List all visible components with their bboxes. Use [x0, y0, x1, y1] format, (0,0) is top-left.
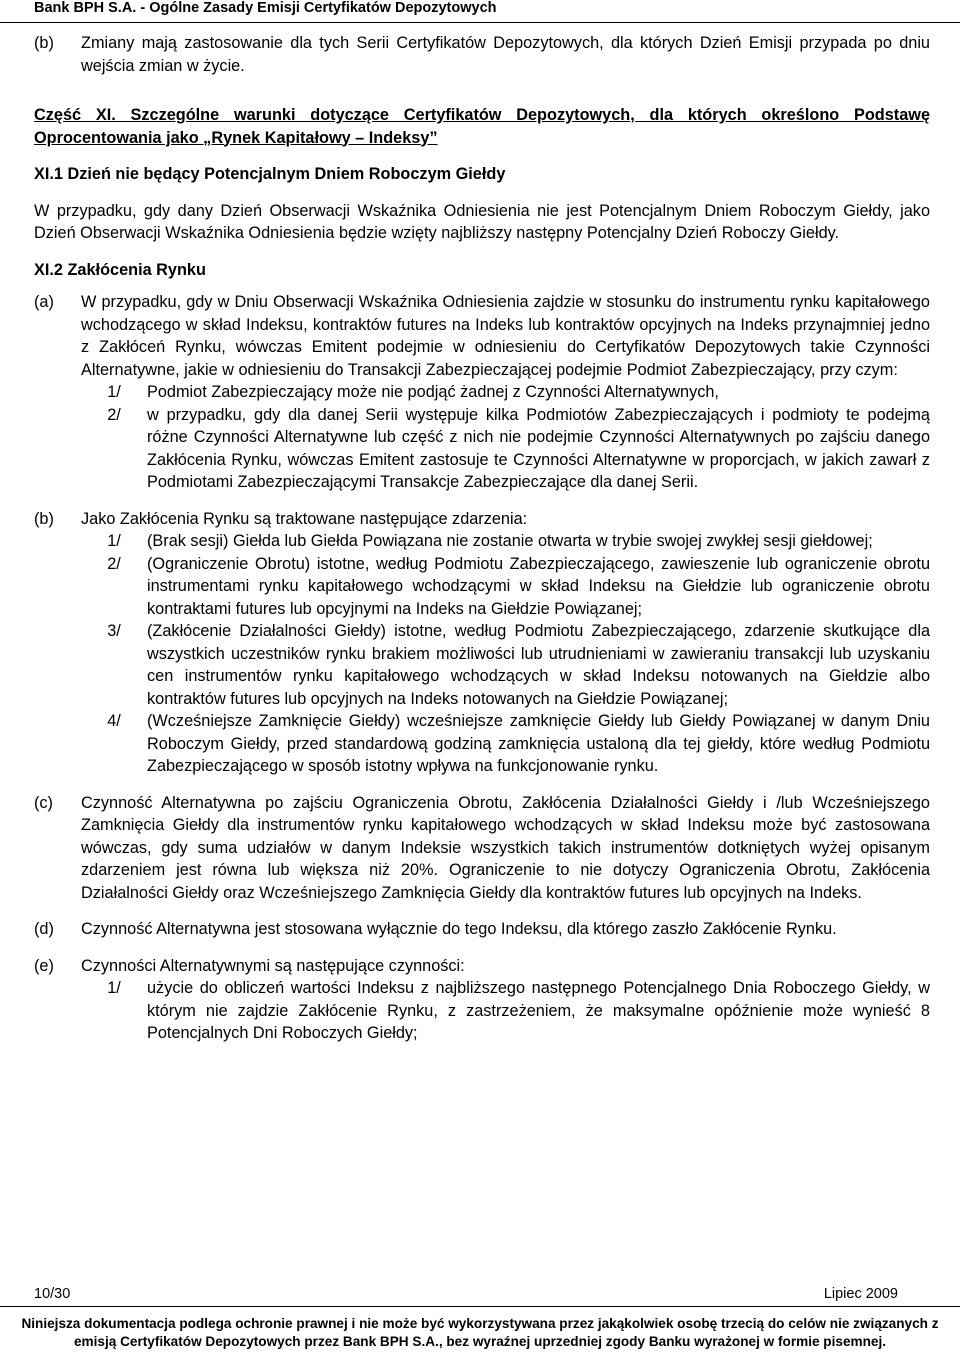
item-label: (a) [34, 293, 54, 311]
item-label: (b) [34, 34, 54, 52]
sub-label: 1/ [107, 383, 121, 401]
item-text: Czynności Alternatywnymi są następujące czynności: [81, 956, 465, 975]
sub-text: Podmiot Zabezpieczający może nie podjąć żadnej z Czynności Alternatywnych, [147, 383, 719, 401]
sub-item [81, 530, 930, 553]
sub-item [81, 710, 930, 778]
page-number: 10/30 [34, 1286, 71, 1302]
footer-disclaimer [0, 1315, 960, 1351]
item-b-top [34, 32, 930, 77]
part-title: Część XI. Szczególne warunki dotyczące Certyfikatów Depozytowych, dla których określono Podstawę Oprocentowania jako „Rynek Kapitałowy – Indeksy” [34, 106, 930, 147]
sub-label: 3/ [107, 622, 121, 640]
sub-item [81, 381, 930, 404]
sub-label: 4/ [107, 712, 121, 730]
sub-text: (Brak sesji) Giełda lub Giełda Powiązana nie zostanie otwarta w trybie swojej zwykłej sesji giełdowej; [147, 532, 873, 550]
sub-item [81, 404, 930, 494]
item-text: Jako Zakłócenia Rynku są traktowane następujące zdarzenia: [81, 509, 528, 528]
sub-text: użycie do obliczeń wartości Indeksu z najbliższego następnego Potencjalnego Dnia Roboczego Giełdy, w którym nie zajdzie Zakłócenie Rynku, z zastrzeżeniem, że maksymalne opóźnienie może wynieść 8 Potencjalnych Dni Roboczych Giełdy; [147, 979, 930, 1042]
footer-divider [0, 1306, 960, 1307]
sub-label: 2/ [107, 554, 121, 573]
item-e [34, 955, 930, 1045]
item-text: W przypadku, gdy w Dniu Obserwacji Wskaźnika Odniesienia zajdzie w stosunku do instrumentu rynku kapitałowego wchodzącego w skład Indeksu, kontraktów futures na Indeks lub kontraktów opcyjnych na Indeks przynajmniej jedno z Zakłóceń Rynku, wówczas Emitent podejmie w odniesieniu do Certyfikatów Depozytowych takie Czynności Alternatywne, jakie w odniesieniu do Transakcji Zabezpieczającej podejmie Podmiot Zabezpieczający, przy czym: [81, 293, 930, 379]
section-xi1-title: XI.1 Dzień nie będący Potencjalnym Dniem Roboczym Giełdy [34, 165, 506, 183]
section-xi2-title: XI.2 Zakłócenia Rynku [34, 260, 206, 279]
disclaimer-line-2: emisją Certyfikatów Depozytowych przez Bank BPH S.A., bez wyraźnej uprzedniej zgody Banku wyrażonej w formie pisemnej. [73, 1334, 887, 1349]
document-body [34, 32, 930, 1045]
item-label: (d) [34, 920, 54, 938]
item-a [34, 291, 930, 494]
disclaimer-line-1: Niniejsza dokumentacja podlega ochronie prawnej i nie może być wykorzystywana przez jakąkolwiek osobę trzecią do celów nie związanych z [21, 1316, 939, 1331]
sub-label: 2/ [107, 405, 121, 424]
item-d [34, 918, 930, 941]
sub-text: w przypadku, gdy dla danej Serii występuje kilka Podmiotów Zabezpieczających i podmioty te podejmą różne Czynności Alternatywne lub część z nich nie podejmie Czynności Alternatywnych po zajściu danego Zakłócenia Rynku, wówczas Emitent zastosuje te Czynności Alternatywne w proporcjach, w jakich zawarł z Podmiotami Zabezpieczającymi Transakcje Zabezpieczające dla danej Serii. [147, 405, 930, 491]
item-label: (c) [34, 793, 53, 812]
item-text: Czynność Alternatywna jest stosowana wyłącznie do tego Indeksu, dla którego zaszło Zakłócenie Rynku. [81, 920, 837, 938]
sub-label: 1/ [107, 532, 121, 550]
item-b [34, 508, 930, 778]
header-title: Bank BPH S.A. - Ogólne Zasady Emisji Certyfikatów Depozytowych [34, 0, 497, 16]
item-text: Zmiany mają zastosowanie dla tych Serii Certyfikatów Depozytowych, dla których Dzień Emisji przypada po dniu wejścia zmian w życie. [81, 34, 930, 75]
sub-item [81, 620, 930, 710]
sub-text: (Wcześniejsze Zamknięcie Giełdy) wcześniejsze zamknięcie Giełdy lub Giełdy Powiązanej w danym Dniu Roboczym Giełdy, przed standardową godziną zamknięcia ustaloną dla tej giełdy, które według Podmiotu Zabezpieczającego w sposób istotny wpływa na funkcjonowanie rynku. [147, 712, 930, 775]
sub-item [81, 977, 930, 1045]
page-header [0, 0, 960, 23]
item-c [34, 792, 930, 905]
sub-item [81, 553, 930, 621]
sub-text: (Zakłócenie Działalności Giełdy) istotne, według Podmiotu Zabezpieczającego, zdarzenie skutkujące dla wszystkich uczestników rynku brakiem możliwości lub utrudnieniami w zawieraniu transakcji lub uzyskaniu cen instrumentów rynku kapitałowego wchodzących w skład Indeksu notowanych na Giełdzie albo kontraktów futures lub opcyjnych na Indeks notowanych na Giełdzie Powiązanej; [147, 622, 930, 708]
footer-date: Lipiec 2009 [823, 1286, 898, 1302]
item-label: (b) [34, 509, 54, 528]
item-label: (e) [34, 956, 54, 975]
section-xi1-text: W przypadku, gdy dany Dzień Obserwacji Wskaźnika Odniesienia nie jest Potencjalnym Dniem Roboczym Giełdy, jako Dzień Obserwacji Wskaźnika Odniesienia będzie wzięty najbliższy następny Potencjalny Dzień Roboczy Giełdy. [34, 201, 930, 242]
sub-text: (Ograniczenie Obrotu) istotne, według Podmiotu Zabezpieczającego, zawieszenie lub ograniczenie obrotu instrumentami rynku kapitałowego wchodzącymi w skład Indeksu na Giełdzie lub ograniczenie obrotu kontraktami futures lub opcyjnymi na Indeks na Giełdzie Powiązanej; [147, 554, 930, 618]
sub-label: 1/ [107, 979, 121, 997]
item-text: Czynność Alternatywna po zajściu Ograniczenia Obrotu, Zakłócenia Działalności Giełdy i /lub Wcześniejszego Zamknięcia Giełdy dla instrumentów rynku kapitałowego wchodzących w skład Indeksu może być zastosowana wówczas, gdy suma udziałów w danym Indeksie wszystkich takich instrumentów dotkniętych wyżej opisanym zdarzeniem jest równa lub większa niż 20%. Ograniczenie to nie dotyczy Ograniczenia Obrotu, Zakłócenia Działalności Giełdy oraz Wcześniejszego Zamknięcia Giełdy dla kontraktów futures lub opcyjnych na Indeks. [81, 793, 930, 902]
